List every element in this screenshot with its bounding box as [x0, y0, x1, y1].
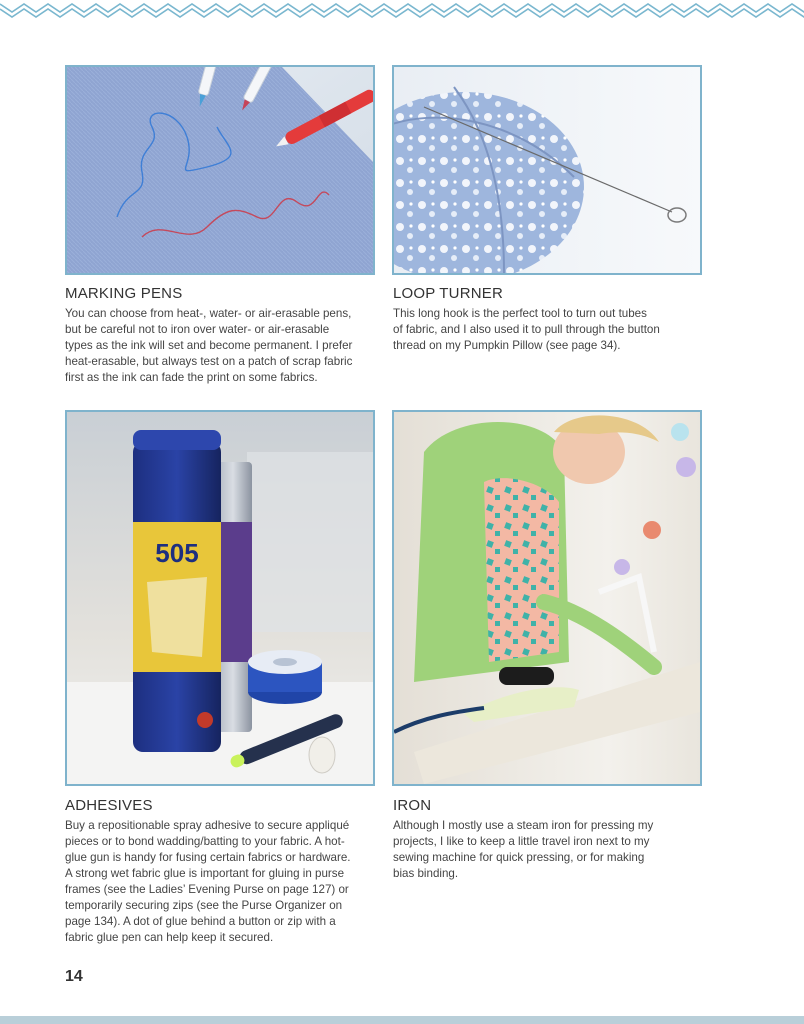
zigzag-border [0, 0, 804, 20]
text-line: temporarily securing zips (see the Purse Organizer on [65, 899, 343, 912]
zigzag-line [0, 4, 804, 12]
iron-text [393, 818, 708, 882]
adhesives-heading: ADHESIVES [65, 797, 153, 814]
text-line: thread on my Pumpkin Pillow (see page 34). [393, 339, 621, 352]
marking-pens-photo [65, 65, 375, 275]
text-line: frames (see the Ladies’ Evening Purse on page 127) or [65, 883, 349, 896]
text-line: types as the ink will set and become permanent. I prefer [65, 339, 353, 352]
text-line: page 134). A dot of glue behind a button or zip with a [65, 915, 336, 928]
adhesives-photo [65, 410, 375, 786]
text-line: Although I mostly use a steam iron for pressing my [393, 819, 654, 832]
text-line: Buy a repositionable spray adhesive to secure appliqué [65, 819, 350, 832]
text-line: sewing machine for quick pressing, or for making [393, 851, 645, 864]
zigzag-line [0, 9, 804, 17]
loop-turner-text [393, 306, 708, 354]
text-line: glue gun is handy for fusing certain fabrics or hardware. [65, 851, 351, 864]
marking-pens-heading: MARKING PENS [65, 285, 183, 302]
spray-can-label: 505 [155, 538, 199, 568]
text-line: but be careful not to iron over water- or air-erasable [65, 323, 330, 336]
text-line: projects, I like to keep a little travel iron next to my [393, 835, 650, 848]
loop-turner-photo [392, 65, 702, 275]
text-line: of fabric, and I also used it to pull through the button [393, 323, 660, 336]
text-line: first as the ink can fade the print on some fabrics. [65, 371, 318, 384]
bottom-border [0, 1016, 804, 1024]
text-line: This long hook is the perfect tool to turn out tubes [393, 307, 647, 320]
text-line: pieces or to bond wadding/batting to your fabric. A hot- [65, 835, 345, 848]
text-line: A strong wet fabric glue is important for gluing in purse [65, 867, 345, 880]
text-line: fabric glue pen can help keep it secured. [65, 931, 274, 944]
iron-photo [392, 410, 702, 786]
text-line: heat-erasable, but always test on a patch of scrap fabric [65, 355, 353, 368]
marking-pens-text [65, 306, 380, 386]
page-number: 14 [65, 968, 83, 985]
adhesives-text [65, 818, 380, 946]
iron-heading: IRON [393, 797, 432, 814]
text-line: bias binding. [393, 867, 459, 880]
text-line: You can choose from heat-, water- or air-erasable pens, [65, 307, 352, 320]
loop-turner-heading: LOOP TURNER [393, 285, 504, 302]
